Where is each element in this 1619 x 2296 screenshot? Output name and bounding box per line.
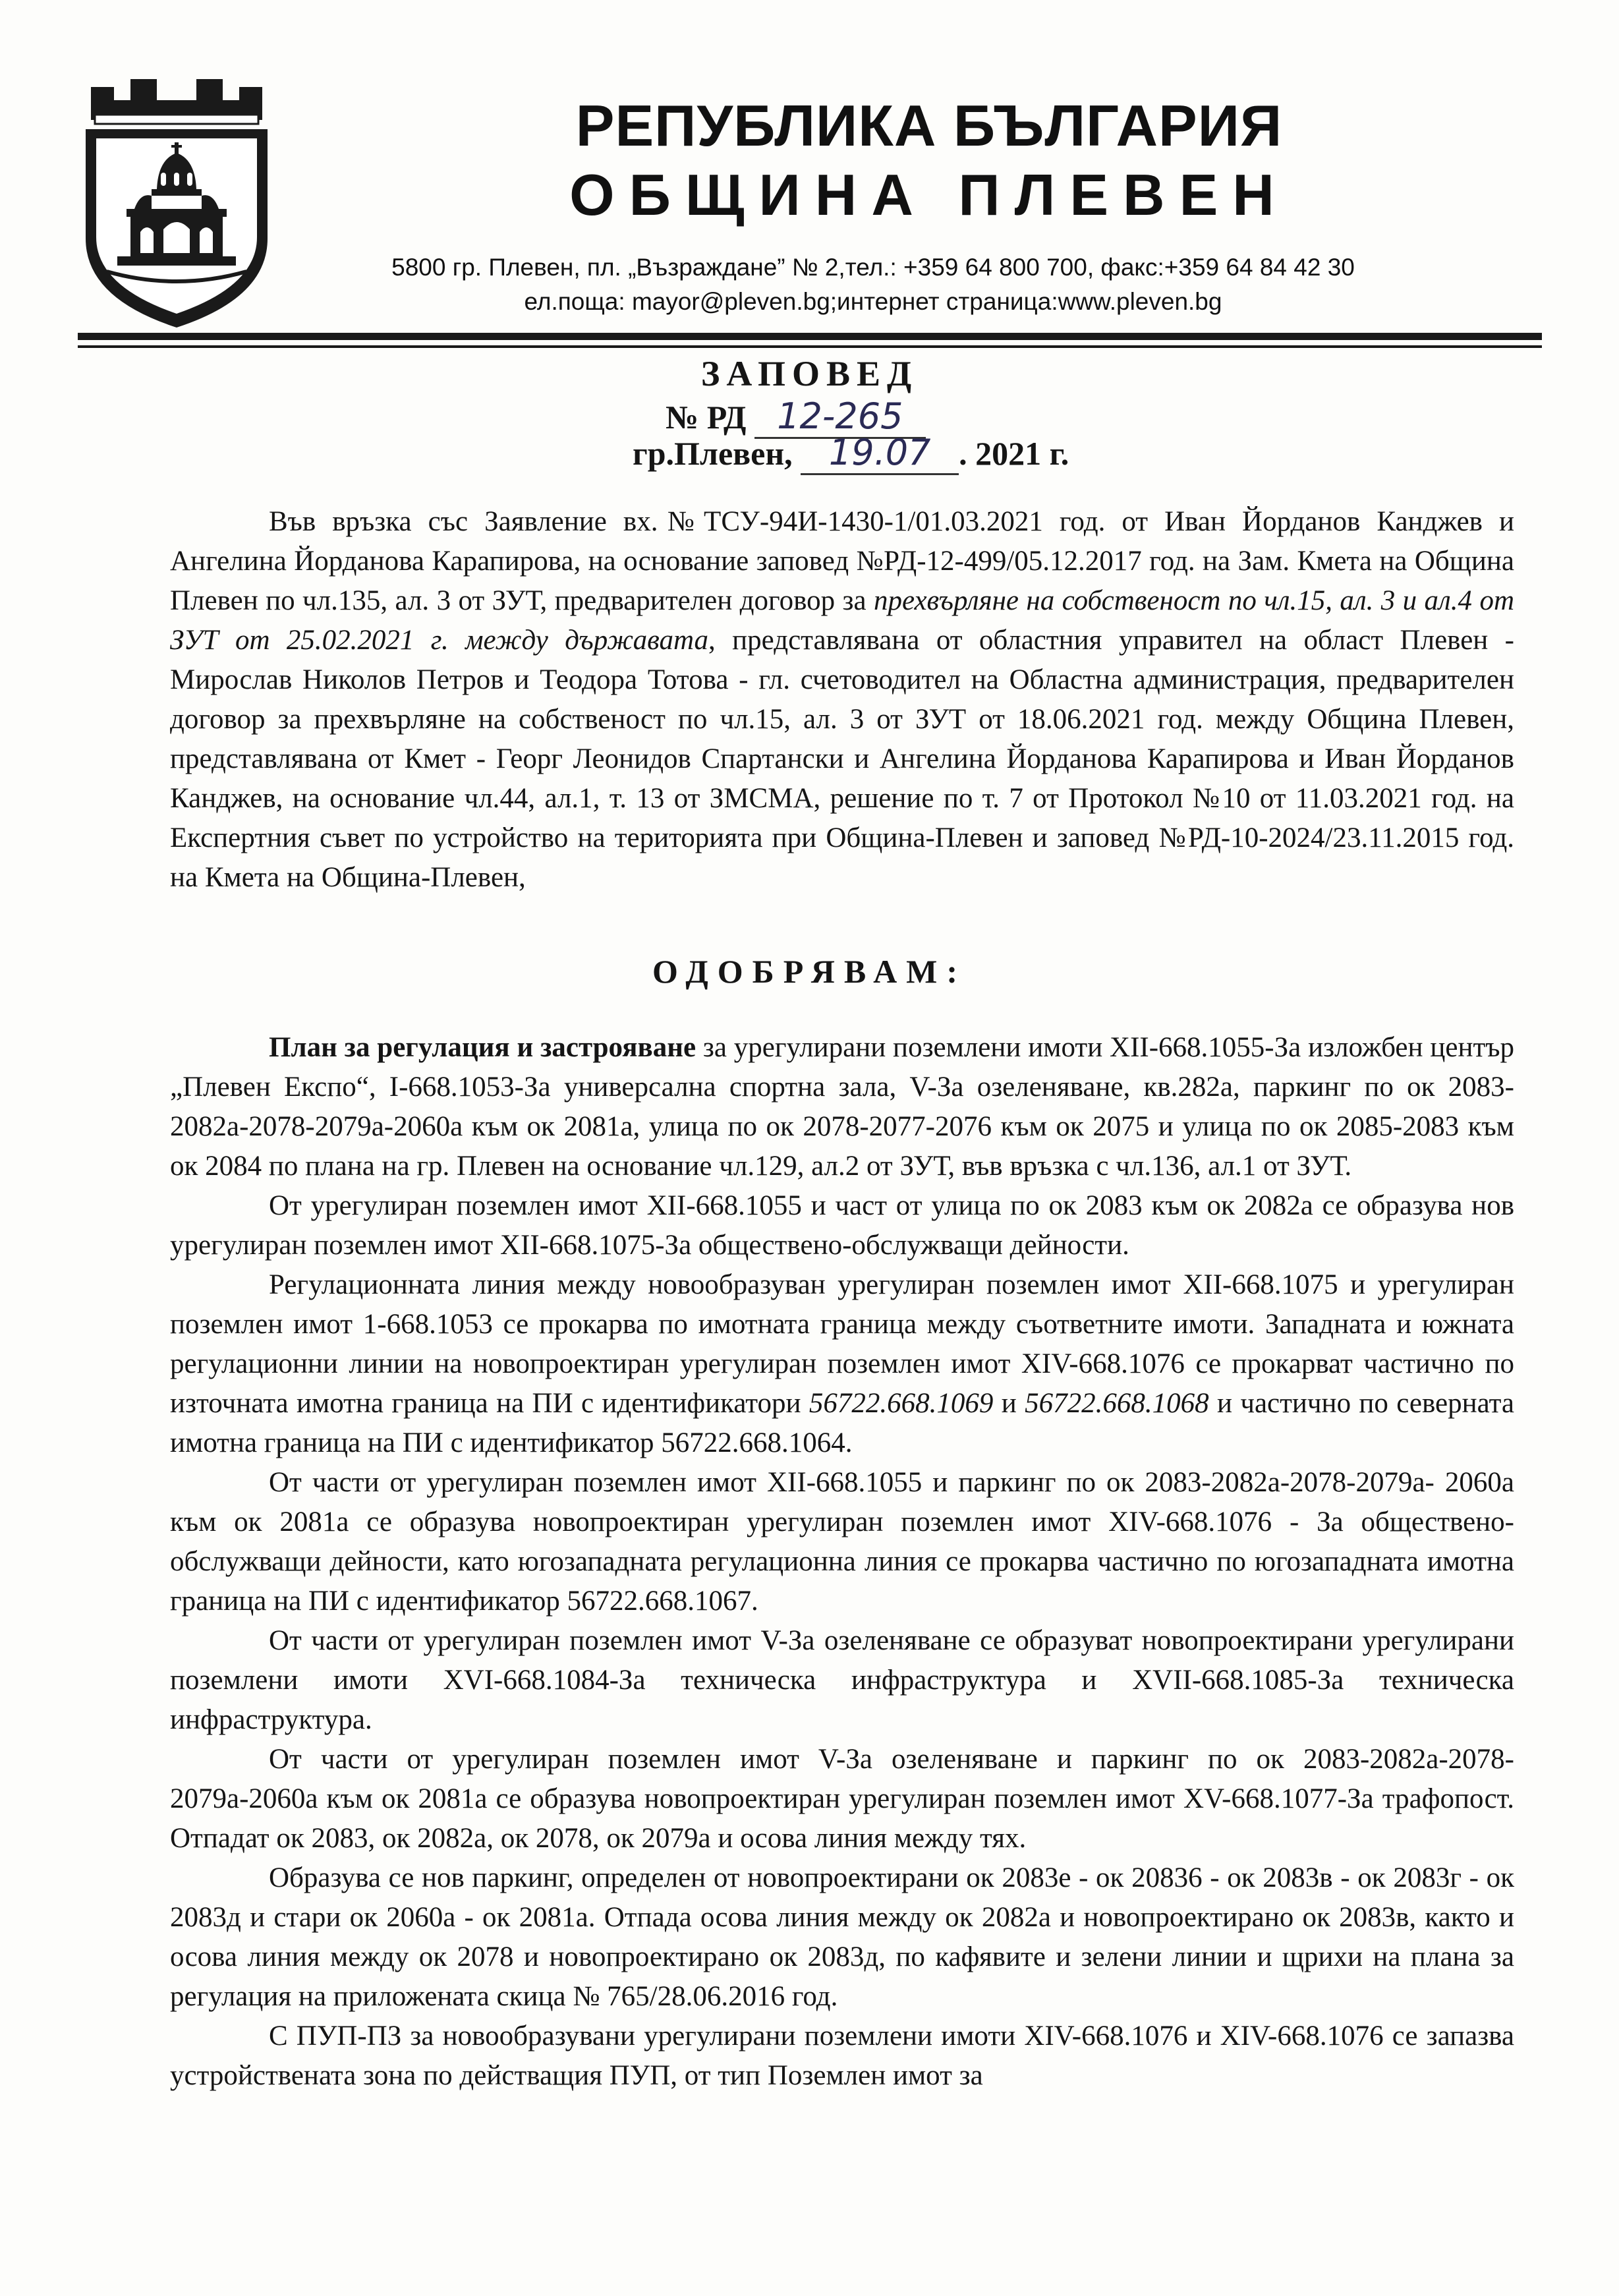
order-number-prefix: № РД	[666, 399, 747, 436]
intro-text-italic: прехвърляне на собственост по чл.15, ал. 3 и ал.4 от ЗУТ от 25.02.2021 г. между държавата	[170, 585, 1514, 656]
approve-heading: ОДОБРЯВАМ:	[652, 953, 967, 990]
order-number-handwritten: 12-265	[754, 395, 926, 439]
header-contacts: ел.поща: mayor@pleven.bg;интернет страница:www.pleven.bg	[524, 288, 1222, 315]
header-divider-thick	[78, 333, 1542, 340]
paragraph-8: С ПУП-ПЗ за новообразувани урегулирани поземлени имоти XIV-668.1076 и XIV-668.1076 се запазва устройствената зона по действащия ПУП, от тип Поземлен имот за	[170, 2021, 1514, 2091]
identifier-1068: 56722.668.1068	[1025, 1388, 1209, 1419]
order-title: ЗАПОВЕД	[700, 354, 919, 393]
header-title-republic: РЕПУБЛИКА БЪЛГАРИЯ	[575, 93, 1283, 158]
paragraph-3-text: Регулационната линия между новообразуван урегулиран поземлен имот XII-668.1075 и урегулиран поземлен имот 1-668.1053 се прокарва по имотната граница между съответните имоти. Западната и южната регулационни линии на новопроектиран урегулиран поземлен имот XIV-668.1076 се прокарват частично по източната имотна граница на ПИ с идентификатори	[170, 1269, 1514, 1419]
intro-paragraph	[170, 502, 1514, 898]
header-divider-thin	[78, 345, 1542, 348]
order-year: . 2021 г.	[959, 435, 1069, 472]
pleven-coat-of-arms-icon	[78, 74, 275, 331]
header-address: 5800 гр. Плевен, пл. „Възраждане” № 2,тел.: +359 64 800 700, факс:+359 64 84 42 30	[391, 254, 1355, 281]
order-date-handwritten: 19.07	[801, 432, 959, 475]
paragraph-4: От части от урегулиран поземлен имот XII-668.1055 и паркинг по ок 2083-2082а-2078-2079а- 2060а към ок 2081а се образува новопроектиран урегулиран поземлен имот XIV-668.1076 - За обществено-обслужващи дейности, като югозападната регулационна линия се прокарва частично по югозападната имотна граница на ПИ с идентификатор 56722.668.1067.	[170, 1467, 1514, 1617]
paragraph-3	[170, 1265, 1514, 1463]
paragraph-5: От части от урегулиран поземлен имот V-За озеленяване се образуват новопроектирани урегулирани поземлени имоти XVI-668.1084-За техническа инфраструктура и XVII-668.1085-За техническа инфраструктура.	[170, 1625, 1514, 1735]
paragraph-3-end: и частично по северната имотна граница на ПИ с идентификатор 56722.668.1064.	[170, 1388, 1514, 1458]
intro-text-1: Във връзка със Заявление вх.№ТСУ-94И-1430-1/01.03.2021 год. от Иван Йорданов Канджев и Ангелина Йорданова Карапирова, на основание заповед №РД-12-499/05.12.2017 год. на Зам. Кмета на Община Плевен по чл.135, ал. 3 от ЗУТ, предварителен договор за	[170, 506, 1514, 616]
intro-text-2: , представлявана от областния управител на област Плевен - Мирослав Николов Петров и Теодора Тотова - гл. счетоводител на Областна администрация, предварителен договор за прехвърляне на собственост по чл.15, ал. 3 от ЗУТ от 18.06.2021 год. между Община Плевен, представлявана от Кмет - Георг Леонидов Спартански и Ангелина Йорданова Карапирова и Иван Йорданов Канджев, на основание чл.44, ал.1, т. 13 от ЗМСМА, решение по т. 7 от Протокол №10 от 11.03.2021 год. на Експертния съвет по устройство на територията при Община-Плевен и заповед №РД-10-2024/23.11.2015 год. на Кмета на Община-Плевен,	[170, 625, 1514, 893]
plan-text: за урегулирани поземлени имоти XII-668.1055-За изложбен център „Плевен Експо“, I-668.1053-За универсална спортна зала, V-За озеленяване, кв.282а, паркинг по ок 2083-2082а-2078-2079а-2060а към ок 2081а, улица по ок 2078-2077-2076 към ок 2075 и улица по ок 2085-2083 към ок 2084 по плана на гр. Плевен на основание чл.129, ал.2 от ЗУТ, във връзка с чл.136, ал.1 от ЗУТ.	[170, 1032, 1514, 1182]
order-date	[633, 432, 1069, 475]
order-body	[170, 1028, 1514, 2096]
paragraph-3-and: и	[993, 1388, 1025, 1419]
plan-title: План за регулация и застрояване	[269, 1032, 696, 1063]
header-title-municipality: ОБЩИНА ПЛЕВЕН	[569, 162, 1289, 227]
paragraph-2: От урегулиран поземлен имот XII-668.1055 и част от улица по ок 2083 към ок 2082а се образува нов урегулиран поземлен имот XII-668.1075-За обществено-обслужващи дейности.	[170, 1190, 1514, 1261]
identifier-1069: 56722.668.1069	[809, 1388, 994, 1419]
paragraph-7: Образува се нов паркинг, определен от новопроектирани ок 2083е - ок 20836 - ок 2083в - ок 2083г - ок 2083д и стари ок 2060а - ок 2081а. Отпада осова линия между ок 2082а и новопроектирано ок 2083в, както и осова линия между ок 2078 и новопроектирано ок 2083д, по кафявите и зелени линии и щрихи на плана за регулация на приложената скица № 765/28.06.2016 год.	[170, 1862, 1514, 2012]
paragraph-6: От части от урегулиран поземлен имот V-За озеленяване и паркинг по ок 2083-2082а-2078-2079а-2060а към ок 2081а се образува новопроектиран урегулиран поземлен имот XV-668.1077-За трафопост. Отпадат ок 2083, ок 2082а, ок 2078, ок 2079а и осова линия между тях.	[170, 1744, 1514, 1854]
order-city: гр.Плевен,	[633, 435, 793, 472]
